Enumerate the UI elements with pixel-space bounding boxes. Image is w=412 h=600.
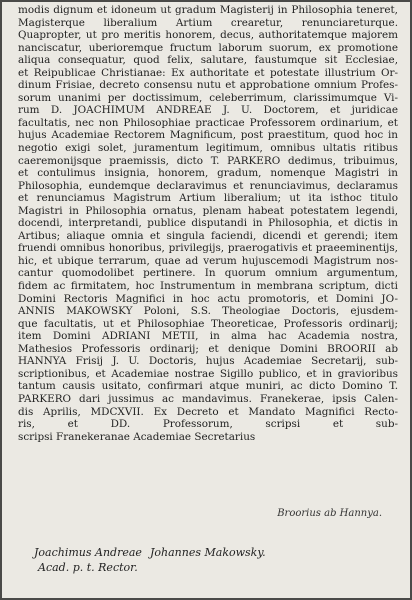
text-line: fidem ac firmitatem, hoc Instrumentum in membrana scriptum, dicti [18, 280, 398, 293]
text-line: caeremonijsque praemissis, dicto T. PARKERO dedimus, tribuimus, [18, 154, 398, 167]
text-line: Philosophia, eundemque declaravimus et renunciavimus, declaramus [18, 179, 398, 192]
secretary-signature: Broorius ab Hannya. [277, 508, 382, 519]
text-line: aliqua consequatur, quod felix, salutare, faustumque sit Ecclesiae, [18, 54, 398, 67]
text-line: item Domini ADRIANI METII, in alma hac Academia nostra, [18, 330, 398, 343]
text-line: Domini Rectoris Magnifici in hoc actu promotoris, et Domini JO- [18, 292, 398, 305]
text-line: rum D. JOACHIMUM ANDREAE J. U. Doctorem, et juridicae [18, 104, 398, 117]
text-line: facultatis, nec non Philosophiae practicae Professorem ordinarium, et [18, 116, 398, 129]
text-line: Magisterque liberalium Artium crearetur, renunciareturque. [18, 16, 398, 29]
text-line: hujus Academiae Rectorem Magnificum, post praestitum, quod hoc in [18, 129, 398, 142]
text-line: ris, et DD. Professorum, scripsi et sub- [18, 418, 398, 431]
text-line: ANNIS MAKOWSKY Poloni, S.S. Theologiae Doctoris, ejusdem- [18, 305, 398, 318]
text-line: scriptionibus, et Academiae nostrae Sigillo publico, et in gravioribus [18, 367, 398, 380]
text-line: nanciscatur, uberioremque fructum laborum suorum, ex promotione [18, 41, 398, 54]
text-line: tantum causis usitato, confirmari atque muniri, ac dicto Domino T. [18, 380, 398, 393]
text-line: et contulimus insignia, honorem, gradum, nomenque Magistri in [18, 167, 398, 180]
rector-signature: Joachimus Andreae [34, 546, 142, 559]
text-line: Quapropter, ut pro meritis honorem, decus, authoritatemque majorem [18, 29, 398, 42]
text-line: et renunciamus Magistrum Artium liberalium; ut ita isthoc titulo [18, 192, 398, 205]
text-line: Mathesios Professoris ordinarij; et denique Domini BROORII ab [18, 342, 398, 355]
text-line: negotio exigi solet, juramentum legitimum, omnibus ultatis ritibus [18, 142, 398, 155]
text-line: docendi, interpretandi, publice disputandi in Philosophia, et dictis in [18, 217, 398, 230]
text-line: modis dignum et idoneum ut gradum Magisterij in Philosophia teneret, [18, 4, 398, 16]
text-line: que facultatis, ut et Philosophiae Theoreticae, Professoris ordinarij; [18, 317, 398, 330]
text-line: scripsi Franekeranae Academiae Secretarius [18, 430, 256, 443]
text-line: hic, et ubique terrarum, quae ad verum hujuscemodi Magistrum nos- [18, 254, 398, 267]
text-line: dis Aprilis, MDCXVII. Ex Decreto et Mandato Magnifici Recto- [18, 405, 398, 418]
text-line: HANNYA Frisij J. U. Doctoris, hujus Academiae Secretarij, sub- [18, 355, 398, 368]
text-line: Magistri in Philosophia ornatus, plenam habeat potestatem legendi, [18, 204, 398, 217]
text-line: Artibus; aliaque omnia et singula faciendi, dicendi et gerendi; item [18, 229, 398, 242]
text-line: et Reipublicae Christianae: Ex authoritate et potestate illustrium Or- [18, 66, 398, 79]
text-line: sorum unanimi per doctissimum, celeberrimum, clarissimumque Vi- [18, 91, 398, 104]
text-line: PARKERO dari jussimus ac mandavimus. Franekerae, ipsis Calen- [18, 392, 398, 405]
professor-signature: Johannes Makowsky. [150, 546, 266, 559]
text-line: dinum Frisiae, decreto consensu nutu et approbatione omnium Profes- [18, 79, 398, 92]
diploma-text [18, 4, 398, 443]
text-line: fruendi omnibus honoribus, privilegijs, praerogativis et praeeminentijs, [18, 242, 398, 255]
rector-title: Acad. p. t. Rector. [38, 561, 138, 574]
text-line: cantur quomodolibet pertinere. In quorum omnium argumentum, [18, 267, 398, 280]
